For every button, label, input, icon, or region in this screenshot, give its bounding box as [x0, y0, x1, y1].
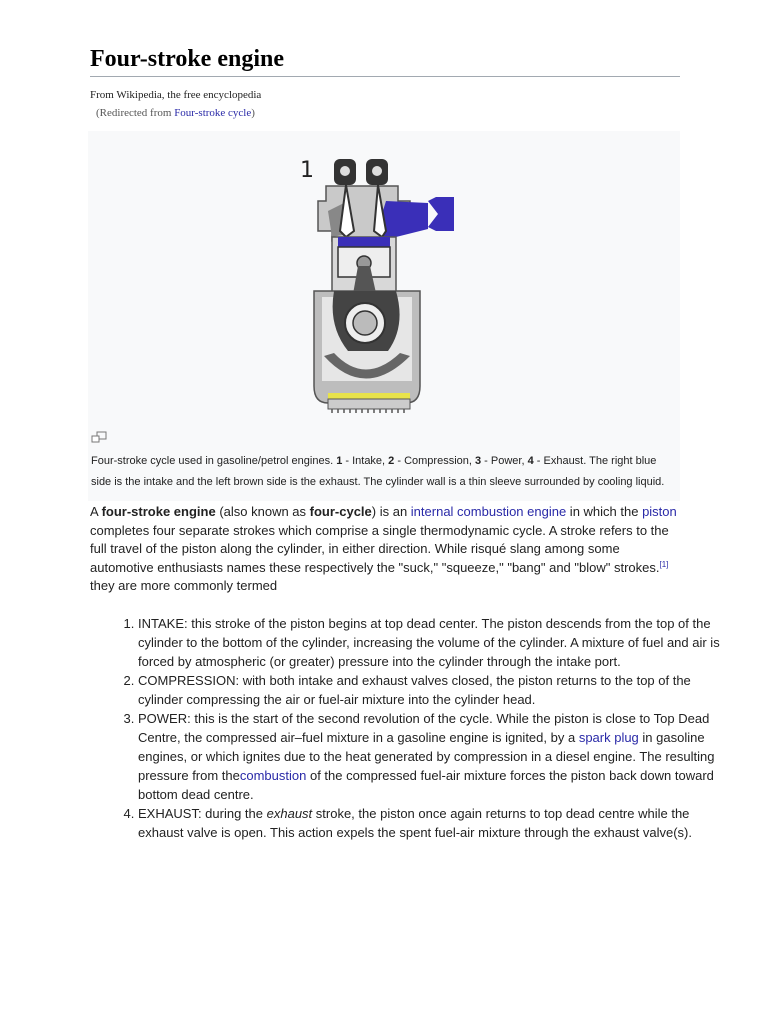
- figure-caption: [91, 451, 677, 493]
- intro-text: A: [90, 504, 102, 519]
- intro-text: (also known as: [215, 504, 310, 519]
- combustion-link[interactable]: combustion: [239, 768, 307, 783]
- power-text: in gasoline engines, or which ignites due to the heat generated by compression in a diesel engine. The resulting pressure from the: [138, 730, 715, 783]
- redirect-suffix: ): [251, 107, 255, 119]
- caption-text: - Exhaust. The right blue side is the intake and the left brown side is the exhaust. The cylinder wall is a thin sleeve surrounded by cooling liquid.: [91, 455, 665, 488]
- list-item: [138, 671, 728, 709]
- piston-link[interactable]: piston: [642, 504, 677, 519]
- exhaust-text: EXHAUST: during the: [138, 806, 267, 821]
- redirect-prefix: (Redirected from: [96, 107, 175, 119]
- caption-text: - Intake,: [342, 455, 389, 467]
- power-text: of the compressed fuel-air mixture forces the piston back down toward bottom dead centre.: [138, 768, 714, 802]
- redirect-link[interactable]: Four-stroke cycle: [174, 107, 252, 119]
- intake-text: INTAKE: this stroke of the piston begins at top dead center. The piston descends from the top of the cylinder to the bottom of the cylinder, increasing the volume of the cylinder. A mixture of fuel and air is forced by atmospheric (or greater) pressure into the cylinder through the intake port.: [138, 616, 720, 669]
- exhaust-emphasis: exhaust: [266, 806, 313, 821]
- intro-text: in which the: [566, 504, 643, 519]
- power-text: POWER: this is the start of the second revolution of the cycle. While the piston is close to Top Dead Centre, the compressed air–fuel mixture in a gasoline engine is ignited, by a: [138, 711, 710, 745]
- page-header: [90, 0, 680, 119]
- engine-animation-image[interactable]: [288, 141, 478, 416]
- intro-text: completes four separate strokes which comprise a single thermodynamic cycle. A stroke refers to the full travel of the piston along the cylinder, in either direction. While risqué slang among some automotive enthusiasts names these respectively the "suck," "squeeze," "bang" and "blow" strokes.: [90, 522, 669, 575]
- page-title: Four-stroke engine: [90, 0, 680, 77]
- reference-link[interactable]: [1]: [659, 559, 669, 569]
- exhaust-text: stroke, the piston once again returns to top dead centre while the exhaust valve is open. This action expels the spent fuel-air mixture through the exhaust valve(s).: [138, 806, 692, 840]
- engine-figure: [88, 131, 680, 501]
- list-item: [138, 614, 728, 671]
- caption-bold: 1: [336, 455, 343, 467]
- caption-bold: 3: [475, 455, 482, 467]
- intro-text: they are more commonly termed: [90, 578, 278, 593]
- caption-text: - Power,: [481, 455, 528, 467]
- frame-number-label: 1: [300, 158, 314, 183]
- site-subtitle: From Wikipedia, the free encyclopedia: [90, 89, 262, 101]
- caption-bold: 4: [527, 455, 534, 467]
- intro-text: ) is an: [371, 504, 411, 519]
- redirect-note: [90, 107, 680, 119]
- intro-bold: four-stroke engine: [101, 504, 216, 519]
- list-item: [138, 804, 728, 842]
- compression-text: COMPRESSION: with both intake and exhaust valves closed, the piston returns to the top of the cylinder compressing the air or fuel-air mixture into the cylinder head.: [138, 673, 691, 707]
- list-item: [138, 709, 728, 804]
- caption-bold: 2: [388, 455, 395, 467]
- strokes-list: [90, 614, 728, 842]
- internal-combustion-engine-link[interactable]: internal combustion engine: [410, 504, 567, 519]
- enlarge-icon[interactable]: [91, 431, 107, 443]
- caption-text: - Compression,: [394, 455, 475, 467]
- intro-bold: four-cycle: [309, 504, 372, 519]
- caption-text: Four-stroke cycle used in gasoline/petrol engines.: [91, 455, 337, 467]
- intro-paragraph: [90, 503, 680, 596]
- spark-plug-link[interactable]: spark plug: [578, 730, 639, 745]
